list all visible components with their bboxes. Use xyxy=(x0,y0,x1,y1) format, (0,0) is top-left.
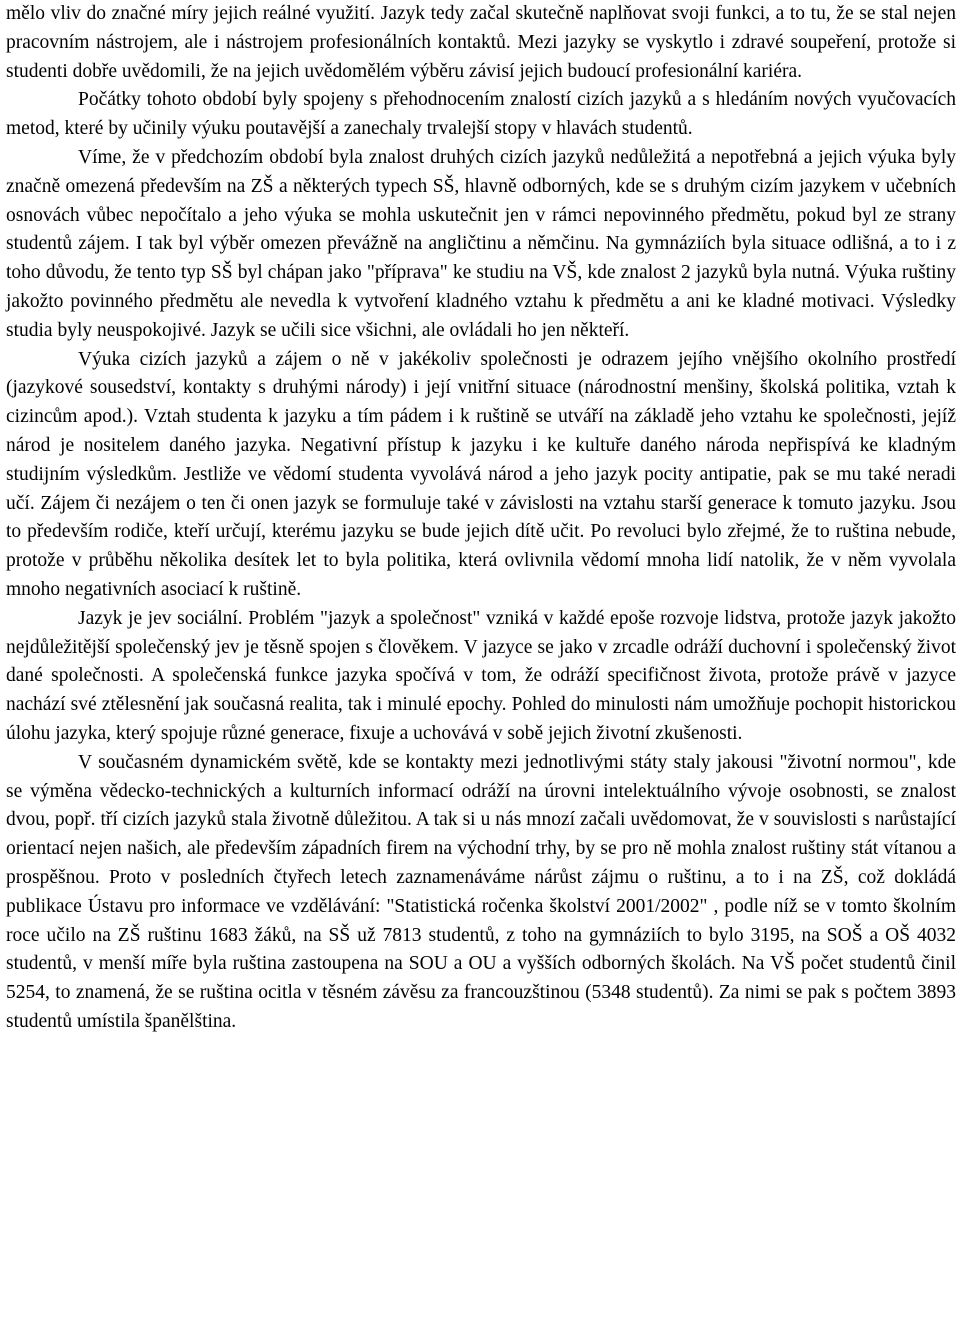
paragraph-3: Víme, že v předchozím období byla znalost druhých cizích jazyků nedůležitá a nepotřebná a jejich výuka byly značně omezená především na ZŠ a některých typech SŠ, hlavně odborných, kde se s druhým cizím jazykem v učebních osnovách vůbec nepočítalo a jeho výuka se mohla uskutečnit jen v rámci nepovinného předmětu, pokud byl ze strany studentů zájem. I tak byl výběr omezen převážně na angličtinu a němčinu. Na gymnáziích byla situace odlišná, a to i z toho důvodu, že tento typ SŠ byl chápan jako "příprava" ke studiu na VŠ, kde znalost 2 jazyků byla nutná. Výuka ruštiny jakožto povinného předmětu ale nevedla k vytvoření kladného vztahu k předmětu a ani ke kladné motivaci. Výsledky studia byly neuspokojivé. Jazyk se učili sice všichni, ale ovládali ho jen někteří. xyxy=(6,146,956,341)
paragraph-4: Výuka cizích jazyků a zájem o ně v jakékoliv společnosti je odrazem jejího vnějšího okolního prostředí (jazykové sousedství, kontakty s druhými národy) i její vnitřní situace (národnostní menšiny, školská politika, vztah k cizincům apod.). Vztah studenta k jazyku a tím pádem i k ruštině se utváří na základě jeho vztahu ke společnosti, jejíž národ je nositelem daného jazyka. Negativní přístup k jazyku i ke kultuře daného národa nepřispívá ke kladným studijním výsledkům. Jestliže ve vědomí studenta vyvolává národ a jeho jazyk pocity antipatie, pak se mu také neradi učí. Zájem či nezájem o ten či onen jazyk se formuluje také v závislosti na vztahu starší generace k tomuto jazyku. Jsou to především rodiče, kteří určují, kterému jazyku se bude jejich dítě učit. Po revoluci bylo zřejmé, že to ruština nebude, protože v průběhu několika desítek let to byla politika, která ovlivnila vědomí mnoha lidí natolik, že v něm vyvolala mnoho negativních asociací k ruštině. xyxy=(6,348,956,600)
paragraph-5: Jazyk je jev sociální. Problém "jazyk a společnost" vzniká v každé epoše rozvoje lidstva, protože jazyk jakožto nejdůležitější společenský jev je těsně spojen s člověkem. V jazyce se jako v zrcadle odráží duchovní i společenský život dané společnosti. A společenská funkce jazyka spočívá v tom, že odráží specifičnost života, protože právě v jazyce nachází své ztělesnění jak současná realita, tak i minulé epochy. Pohled do minulosti nám umožňuje pochopit historickou úlohu jazyka, který spojuje různé generace, fixuje a uchovává v sobě jejich životní zkušenosti. xyxy=(6,607,956,744)
paragraph-6: V současném dynamickém světě, kde se kontakty mezi jednotlivými státy staly jakousi "životní normou", kde se výměna vědecko-technických a kulturních informací odráží na úrovni intelektuálního vývoje osobnosti, se znalost dvou, popř. tří cizích jazyků stala životně důležitou. A tak si u nás mnozí začali uvědomovat, že v souvislosti s narůstající orientací nejen našich, ale především západních firem na východní trhy, by se pro ně mohla znalost ruštiny stát vítanou a prospěšnou. Proto v posledních čtyřech letech zaznamenáváme nárůst zájmu o ruštinu, a to i na ZŠ, což dokládá publikace Ústavu pro informace ve vzdělávání: "Statistická ročenka školství 2001/2002" , podle níž se v tomto školním roce učilo na ZŠ ruštinu 1683 žáků, na SŠ už 7813 studentů, z toho na gymnáziích to bylo 3195, na SOŠ a OŠ 4032 studentů, v menší míře byla ruština zastoupena na SOU a OU a vyšších odborných školách. Na VŠ počet studentů činil 5254, to znamená, že se ruština ocitla v těsném závěsu za francouzštinou (5348 studentů). Za nimi se pak s počtem 3893 studentů umístila španělština. xyxy=(6,751,956,1032)
paragraph-2: Počátky tohoto období byly spojeny s přehodnocením znalostí cizích jazyků a s hledáním nových vyučovacích metod, které by učinily výuku poutavější a zanechaly trvalejší stopy v hlavách studentů. xyxy=(6,89,956,140)
paragraph-1: mělo vliv do značné míry jejich reálné využití. Jazyk tedy začal skutečně naplňovat svoji funkci, a to tu, že se stal nejen pracovním nástrojem, ale i nástrojem profesionálních kontaktů. Mezi jazyky se vyskytlo i zdravé soupeření, protože si studenti dobře uvědomili, že na jejich uvědomělém výběru závisí jejich budoucí profesionální kariéra. xyxy=(6,3,956,82)
